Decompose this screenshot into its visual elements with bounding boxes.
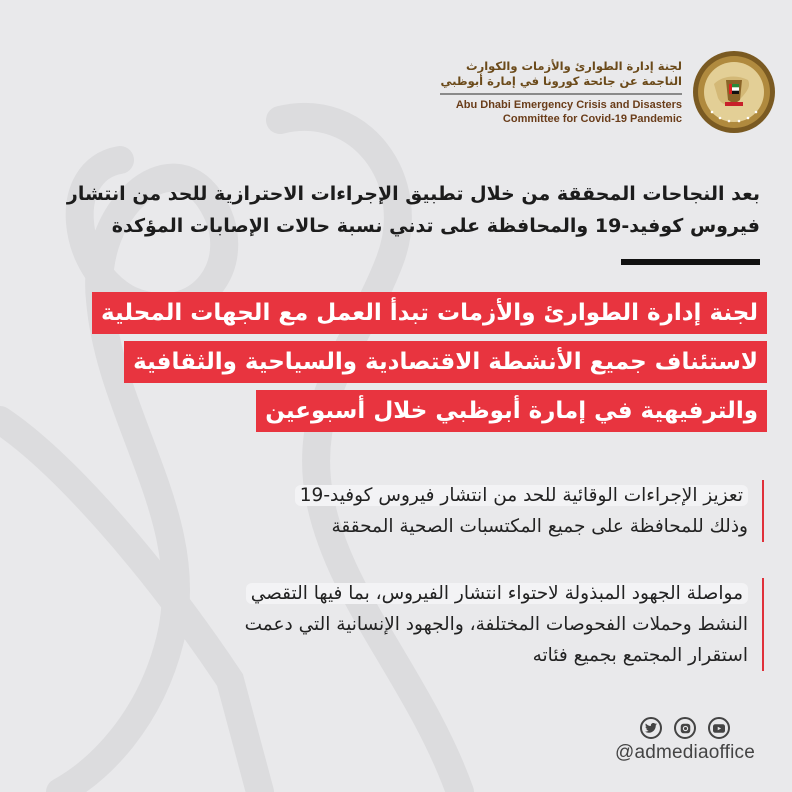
twitter-icon[interactable] bbox=[640, 717, 662, 739]
bullet-marker bbox=[762, 480, 764, 542]
intro-line-1: بعد النجاحات المحققة من خلال تطبيق الإجراءات الاحترازية للحد من انتشار bbox=[66, 183, 760, 205]
committee-name-english-1: Abu Dhabi Emergency Crisis and Disasters bbox=[455, 98, 682, 111]
committee-title bbox=[440, 59, 682, 126]
bullet-marker bbox=[762, 578, 764, 671]
headline-line-1: لجنة إدارة الطوارئ والأزمات تبدأ العمل مع الجهات المحلية bbox=[92, 292, 767, 334]
bullet-1-line-1: تعزيز الإجراءات الوقائية للحد من انتشار فيروس كوفيد-19 bbox=[295, 485, 748, 506]
headline-line-3: والترفيهية في إمارة أبوظبي خلال أسبوعين bbox=[256, 390, 767, 432]
committee-name-english-2: Committee for Covid-19 Pandemic bbox=[502, 112, 682, 125]
bullet-2-line-3: استقرار المجتمع بجميع فئاته bbox=[532, 645, 748, 666]
header bbox=[440, 50, 776, 134]
bullet-2-line-2: النشط وحملات الفحوصات المختلفة، والجهود الإنسانية التي دعمت bbox=[244, 614, 748, 635]
bullet-item-1 bbox=[295, 480, 764, 542]
instagram-icon[interactable] bbox=[674, 717, 696, 739]
social-handle[interactable]: @admediaoffice bbox=[614, 742, 756, 763]
youtube-icon[interactable] bbox=[708, 717, 730, 739]
uae-emblem-icon bbox=[692, 50, 776, 134]
header-divider bbox=[440, 93, 682, 95]
intro-paragraph bbox=[67, 178, 760, 242]
section-divider-bar bbox=[621, 259, 760, 265]
committee-name-arabic-2: الناجمة عن جائحة كورونا في إمارة أبوظبي bbox=[440, 73, 682, 88]
bullet-2-line-1: مواصلة الجهود المبذولة لاحتواء انتشار الفيروس، بما فيها التقصي bbox=[246, 583, 748, 604]
committee-name-arabic-1: لجنة إدارة الطوارئ والأزمات والكوارث bbox=[466, 58, 682, 73]
headline bbox=[92, 292, 767, 432]
headline-line-2: لاستئناف جميع الأنشطة الاقتصادية والسياحية والثقافية bbox=[124, 341, 767, 383]
bullet-1-line-2: وذلك للمحافظة على جميع المكتسبات الصحية المحققة bbox=[331, 516, 748, 537]
social-footer bbox=[600, 717, 770, 764]
bullet-item-2 bbox=[245, 578, 764, 671]
intro-line-2: فيروس كوفيد-19 والمحافظة على تدني نسبة حالات الإصابات المؤكدة bbox=[111, 215, 760, 237]
